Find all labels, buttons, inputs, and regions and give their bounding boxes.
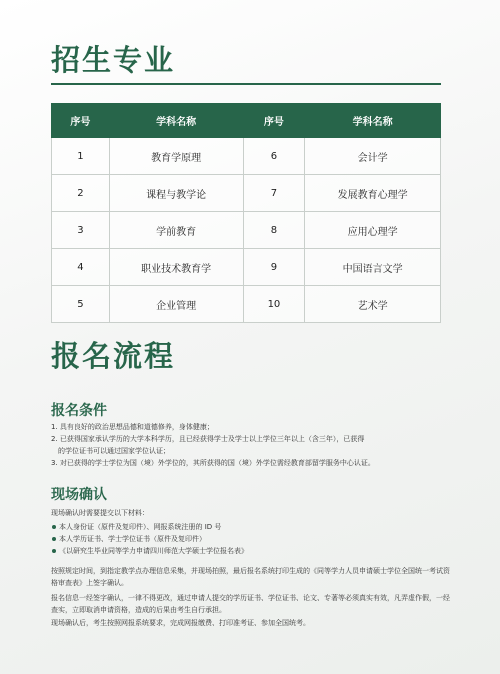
- header-index: 序号: [52, 104, 110, 138]
- subject-name: 学前教育: [109, 212, 243, 249]
- subject-name: 艺术学: [305, 286, 441, 323]
- row-index: 8: [243, 212, 305, 249]
- table-row: [52, 212, 441, 249]
- confirm-intro: 现场确认时需要提交以下材料：: [51, 509, 149, 517]
- subject-name: 会计学: [305, 138, 441, 175]
- materials-list: [51, 521, 451, 557]
- confirm-paragraph: 报名信息一经签字确认，一律不得更改，通过申请人提交的学历证书、学位证书、论文、专著等必须真实有效，凡弄虚作假，一经查实，立即取消申请资格，造成的后果由考生自行承担。: [51, 594, 450, 614]
- table-header-row: [52, 104, 441, 138]
- header-index: 序号: [243, 104, 305, 138]
- row-index: 9: [243, 249, 305, 286]
- subject-name: 应用心理学: [305, 212, 441, 249]
- subject-name: 发展教育心理学: [305, 175, 441, 212]
- table-row: [52, 286, 441, 323]
- confirm-paragraph: 现场确认后，考生按照网报系统要求，完成网报缴费、打印准考证、参加全国统考。: [51, 619, 310, 627]
- row-index: 7: [243, 175, 305, 212]
- row-index: 2: [52, 175, 110, 212]
- table-row: [52, 138, 441, 175]
- list-item: 本人学历证书、学士学位证书（原件及复印件）: [51, 533, 451, 545]
- confirm-paragraph: 按照规定时间，到指定教学点办理信息采集，并现场拍照，最后报名系统打印生成的《同等学力人员申请硕士学位全国统一考试资格审查表》上签字确认。: [51, 567, 450, 587]
- row-index: 3: [52, 212, 110, 249]
- table-row: [52, 175, 441, 212]
- majors-title: 招生专业: [51, 43, 176, 77]
- row-index: 4: [52, 249, 110, 286]
- subject-name: 企业管理: [109, 286, 243, 323]
- condition-item: 2. 已获得国家承认学历的大学本科学历，且已经获得学士及学士以上学位三年以上（含三年），已获得: [51, 435, 365, 443]
- majors-title-rule: [51, 83, 441, 85]
- row-index: 1: [52, 138, 110, 175]
- subject-name: 教育学原理: [109, 138, 243, 175]
- subject-name: 中国语言文学: [305, 249, 441, 286]
- majors-table: [51, 103, 441, 323]
- condition-item: 1. 具有良好的政治思想品德和道德修养，身体健康；: [51, 423, 214, 431]
- table-row: [52, 249, 441, 286]
- list-item: 本人身份证（原件及复印件）、网报系统注册的 ID 号: [51, 521, 451, 533]
- list-item: 《以研究生毕业同等学力申请四川师范大学硕士学位报名表》: [51, 545, 451, 557]
- subject-name: 课程与教学论: [109, 175, 243, 212]
- condition-item: 3. 对已获得的学士学位为国（境）外学位的，其所获得的国（境）外学位需经教育部留学服务中心认证。: [51, 459, 375, 467]
- row-index: 6: [243, 138, 305, 175]
- header-subject: 学科名称: [305, 104, 441, 138]
- subject-name: 职业技术教育学: [109, 249, 243, 286]
- row-index: 10: [243, 286, 305, 323]
- header-subject: 学科名称: [109, 104, 243, 138]
- row-index: 5: [52, 286, 110, 323]
- condition-item: 的学位证书可以通过国家学位认证；: [58, 447, 170, 455]
- conditions-heading: 报名条件: [51, 403, 107, 419]
- process-title: 报名流程: [51, 339, 176, 373]
- confirm-heading: 现场确认: [51, 487, 107, 503]
- conditions-list: [51, 421, 451, 469]
